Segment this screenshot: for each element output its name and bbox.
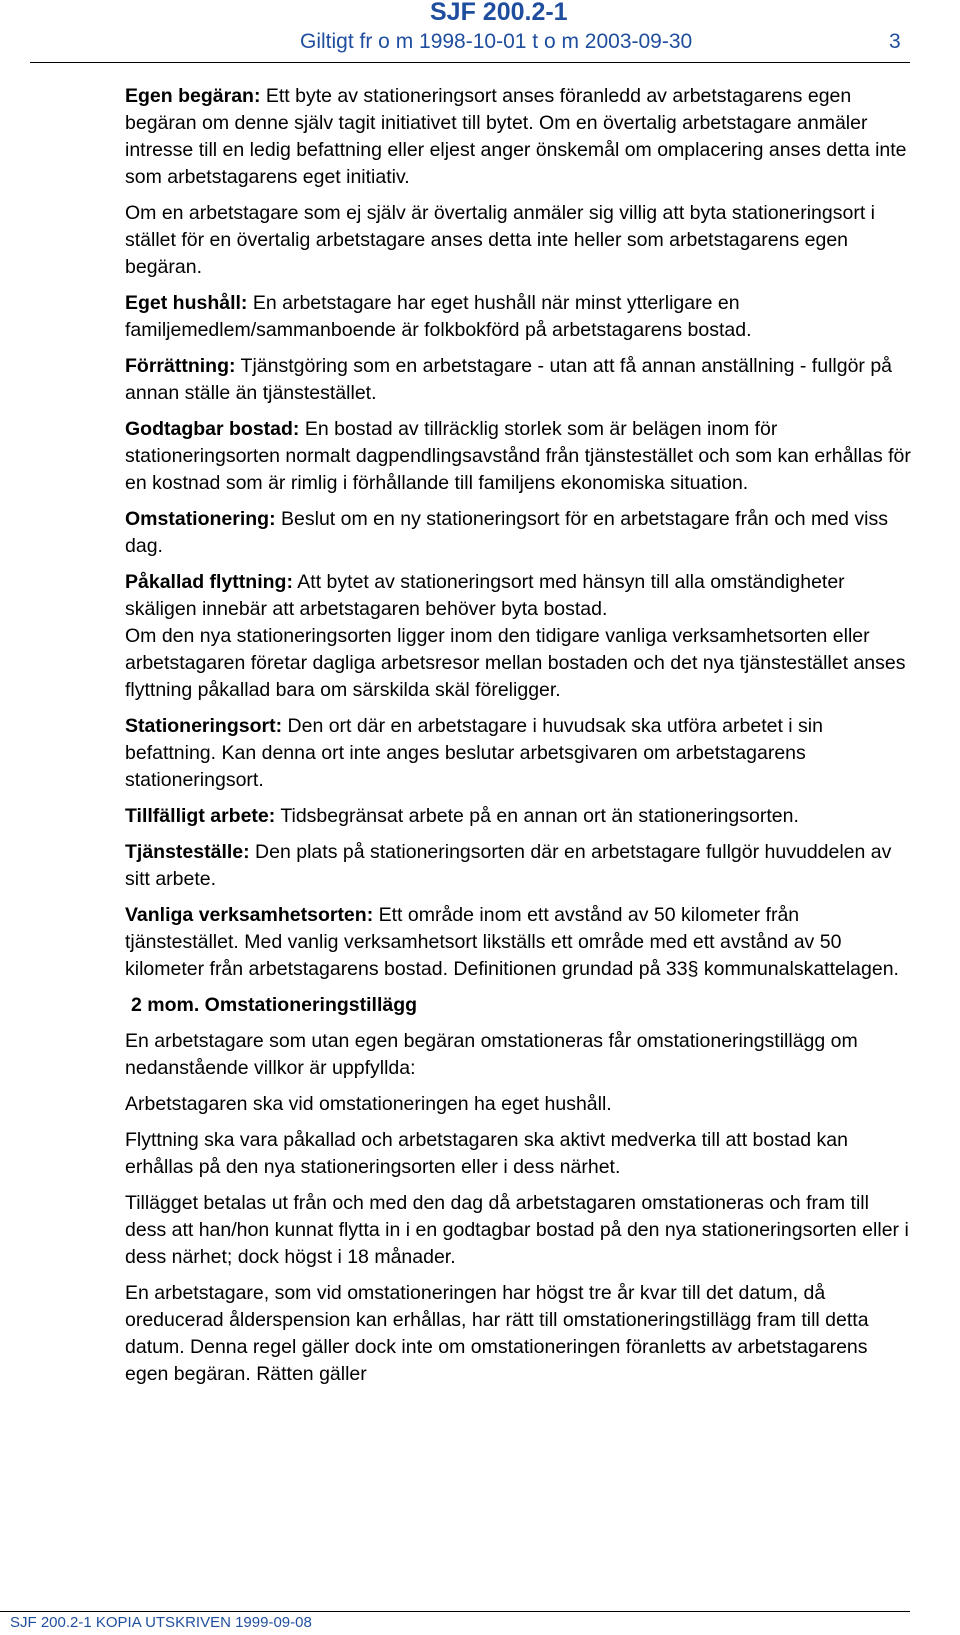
definition-paragraph [125, 506, 915, 560]
definition-term: Egen begäran: [125, 85, 261, 107]
definition-text: Tjänstgöring som en arbetstagare - utan att få annan anställning - fullgör på annan ställe än tjänstestället. [125, 355, 893, 404]
definition-term: Godtagbar bostad: [125, 418, 300, 440]
page-footer: SJF 200.2-1 KOPIA UTSKRIVEN 1999-09-08 [10, 1614, 312, 1631]
header-divider [30, 62, 910, 63]
definition-paragraph [125, 290, 915, 344]
definition-text: Ett område inom ett avstånd av 50 kilometer från tjänstestället. Med vanlig verksamhetsort likställs ett område med ett avstånd av 50 kilometer från arbetstagarens bostad. Definitionen grundad på 33§ kommunalskattelagen. [125, 904, 899, 980]
definition-term: Förrättning: [125, 355, 236, 377]
definition-paragraph [125, 803, 915, 830]
body-paragraph: Arbetstagaren ska vid omstationeringen ha eget hushåll. [125, 1093, 612, 1115]
definition-paragraph [125, 713, 915, 794]
definition-text: Beslut om en ny stationeringsort för en arbetstagare från och med viss dag. [125, 508, 888, 557]
document-body [125, 83, 915, 1397]
definition-text: Den ort där en arbetstagare i huvudsak ska utföra arbetet i sin befattning. Kan denna ort inte anges beslutar arbetsgivaren om arbetstagarens stationeringsort. [125, 715, 823, 791]
definition-term: Tillfälligt arbete: [125, 805, 276, 827]
definition-paragraph [125, 839, 915, 893]
footer-divider [0, 1611, 910, 1612]
definition-paragraph [125, 353, 915, 407]
definition-term: Påkallad flyttning: [125, 571, 293, 593]
definition-paragraph [125, 416, 915, 497]
document-code: SJF 200.2-1 [430, 0, 568, 26]
definition-paragraph [125, 902, 915, 983]
definition-term: Tjänsteställe: [125, 841, 250, 863]
definition-text: Om den nya stationeringsorten ligger inom den tidigare vanliga verksamhetsorten eller arbetstagaren företar dagliga arbetsresor mellan bostaden och det nya tjänstestället anses flyttning påkallad bara om särskilda skäl föreligger. [125, 625, 906, 701]
section-heading: 2 mom. Omstationeringstillägg [131, 994, 418, 1016]
definition-paragraph [125, 569, 915, 623]
body-paragraph: En arbetstagare, som vid omstationeringen har högst tre år kvar till det datum, då oreducerad ålderspension kan erhållas, har rätt till omstationeringstillägg fram till detta datum. Denna regel gäller dock inte om omstationeringen föranletts av arbetstagarens egen begäran. Rätten gäller [125, 1282, 869, 1385]
definition-term: Vanliga verksamhetsorten: [125, 904, 374, 926]
page-number: 3 [889, 30, 901, 53]
body-paragraph: Flyttning ska vara påkallad och arbetstagaren ska aktivt medverka till att bostad kan erhållas på den nya stationeringsorten eller i dess närhet. [125, 1129, 848, 1178]
definition-paragraph [125, 623, 915, 704]
definition-text: Ett byte av stationeringsort anses föranledd av arbetstagarens egen begäran om denne själv tagit initiativet till bytet. Om en övertalig arbetstagare anmäler intresse till en ledig befattning eller eljest anger önskemål om omplacering anses detta inte som arbetstagarens eget initiativ. [125, 85, 907, 188]
body-paragraph: En arbetstagare som utan egen begäran omstationeras får omstationeringstillägg om nedanstående villkor är uppfyllda: [125, 1030, 858, 1079]
definition-paragraph [125, 83, 915, 191]
definition-term: Stationeringsort: [125, 715, 283, 737]
definition-text: Om en arbetstagare som ej själv är övertalig anmäler sig villig att byta stationeringsort i stället för en övertalig arbetstagare anses detta inte heller som arbetstagarens egen begäran. [125, 202, 875, 278]
definition-term: Omstationering: [125, 508, 276, 530]
definition-text: Den plats på stationeringsorten där en arbetstagare fullgör huvuddelen av sitt arbete. [125, 841, 892, 890]
validity-period: Giltigt fr o m 1998-10-01 t o m 2003-09-30 [300, 30, 693, 53]
definition-term: Eget hushåll: [125, 292, 248, 314]
definition-text: En arbetstagare har eget hushåll när minst ytterligare en familjemedlem/sammanboende är folkbokförd på arbetstagarens bostad. [125, 292, 752, 341]
body-paragraph: Tillägget betalas ut från och med den dag då arbetstagaren omstationeras och fram till dess att han/hon kunnat flytta in i en godtagbar bostad på den nya stationeringsorten eller i dess närhet; dock högst i 18 månader. [125, 1192, 909, 1268]
definition-text: Att bytet av stationeringsort med hänsyn till alla omständigheter skäligen innebär att arbetstagaren behöver byta bostad. [125, 571, 845, 620]
definition-text: Tidsbegränsat arbete på en annan ort än stationeringsorten. [275, 805, 799, 827]
definition-paragraph [125, 200, 915, 281]
definition-text: En bostad av tillräcklig storlek som är belägen inom för stationeringsorten normalt dagpendlingsavstånd från tjänstestället och som kan erhållas för en kostnad som är rimlig i förhållande till familjens ekonomiska situation. [125, 418, 911, 494]
